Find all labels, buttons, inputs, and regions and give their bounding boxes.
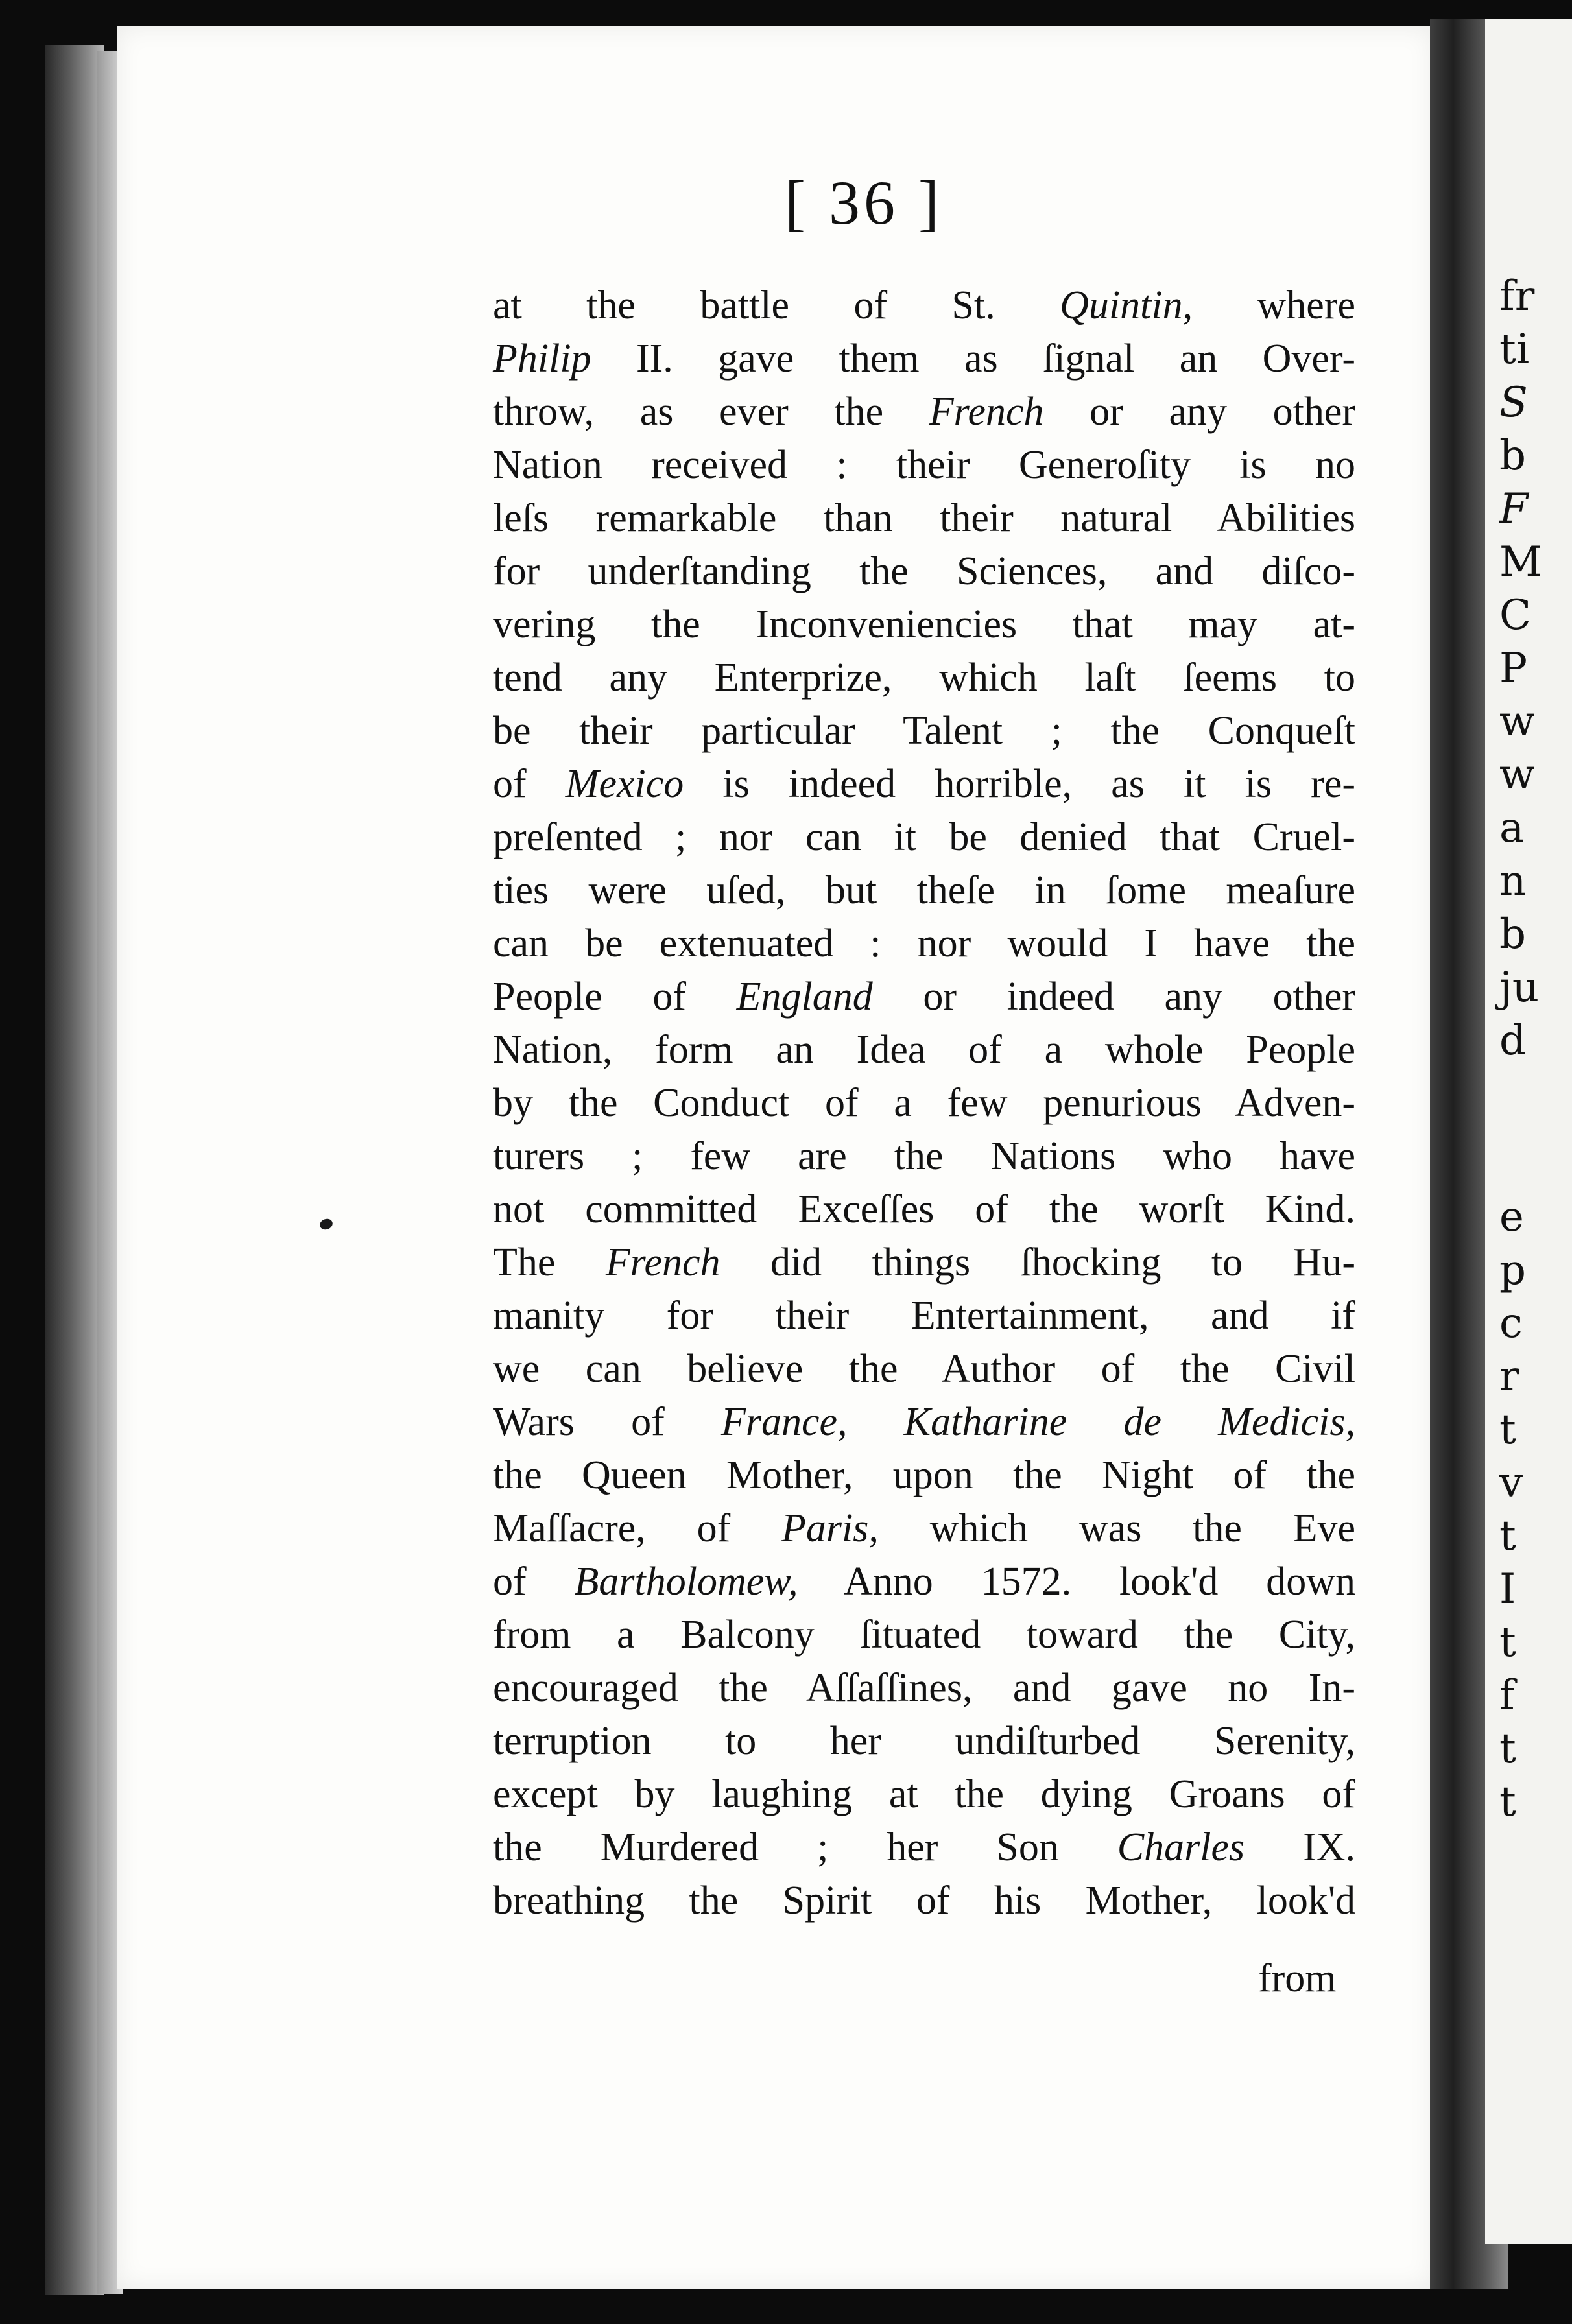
left-page-edges: [45, 45, 104, 2295]
facing-page-fragment: S: [1499, 379, 1528, 427]
text-line: [493, 438, 1355, 492]
text-line: [493, 1023, 1355, 1076]
text-line: [493, 864, 1355, 917]
text-line: [493, 1874, 1355, 1927]
facing-page-fragment: I: [1499, 1565, 1516, 1613]
italic-text: Bartholomew,: [574, 1559, 798, 1604]
text-run: II. gave them as ſignal an Over-: [591, 337, 1355, 381]
text-run: for underſtanding the Sciences, and diſco-: [493, 549, 1355, 593]
text-run: breathing the Spirit of his Mother, look'd: [493, 1879, 1355, 1923]
facing-page-fragment: v: [1499, 1459, 1523, 1507]
italic-text: England: [736, 975, 873, 1019]
italic-text: Charles: [1117, 1825, 1245, 1869]
text-line: [493, 332, 1355, 385]
text-run: Maſſacre, of: [493, 1506, 781, 1550]
text-line: [493, 1236, 1355, 1289]
text-line: [493, 1130, 1355, 1183]
facing-page-fragment: e: [1499, 1193, 1524, 1241]
text-run: terruption to her undiſturbed Serenity,: [493, 1719, 1355, 1763]
italic-text: French: [929, 390, 1044, 434]
facing-page-fragment: a: [1499, 804, 1525, 852]
text-line: [493, 1449, 1355, 1502]
text-run: of: [493, 1559, 575, 1604]
facing-page-fragment: d: [1499, 1017, 1526, 1065]
facing-page-fragment: b: [1499, 432, 1526, 480]
text-run: which was the Eve: [878, 1506, 1355, 1550]
text-run: the Queen Mother, upon the Night of the: [493, 1453, 1355, 1497]
facing-page-fragment: t: [1499, 1778, 1516, 1826]
facing-page-fragment: r: [1499, 1353, 1519, 1401]
text-run: the Murdered ; her Son: [493, 1825, 1117, 1869]
italic-text: French: [605, 1240, 720, 1285]
text-run: is indeed horrible, as it is re-: [684, 762, 1355, 806]
text-run: where: [1193, 283, 1355, 327]
page-number: [ 36 ]: [785, 168, 943, 237]
text-run: be their particular Talent ; the Conqueſt: [493, 709, 1355, 753]
italic-text: Philip: [493, 337, 591, 381]
text-line: [493, 970, 1355, 1023]
text-line: [493, 492, 1355, 545]
italic-text: Mexico: [565, 762, 684, 806]
text-run: vering the Inconveniencies that may at-: [493, 602, 1355, 646]
facing-page-fragment: ti: [1499, 326, 1530, 374]
italic-text: Paris,: [781, 1506, 879, 1550]
text-run: or any other: [1043, 390, 1355, 434]
facing-page-fragment: w: [1499, 698, 1535, 746]
facing-page-fragment: ju: [1499, 964, 1540, 1012]
text-run: by the Conduct of a few penurious Adven-: [493, 1081, 1355, 1125]
text-run: or indeed any other: [872, 975, 1356, 1019]
text-line: [493, 1768, 1355, 1821]
facing-page-fragment: w: [1499, 751, 1535, 799]
text-run: tend any Enterprize, which laſt ſeems to: [493, 656, 1355, 700]
text-line: [493, 545, 1355, 598]
text-run: we can believe the Author of the Civil: [493, 1347, 1355, 1391]
body-text: [493, 279, 1355, 1927]
text-run: not committed Exceſſes of the worſt Kind.: [493, 1187, 1355, 1231]
text-run: at the battle of St.: [493, 283, 1060, 327]
facing-page-fragment: f: [1499, 1672, 1515, 1720]
text-run: can be extenuated : nor would I have the: [493, 921, 1355, 966]
text-run: of: [493, 762, 566, 806]
text-line: [493, 1555, 1355, 1608]
facing-page-fragment: t: [1499, 1618, 1516, 1666]
text-run: manity for their Entertainment, and if: [493, 1294, 1355, 1338]
text-line: [493, 1608, 1355, 1661]
facing-page-fragment: t: [1499, 1512, 1516, 1560]
text-line: [493, 1076, 1355, 1130]
text-line: [493, 1821, 1355, 1874]
text-run: Nation, form an Idea of a whole People: [493, 1028, 1355, 1072]
catchword: from: [1258, 1956, 1337, 2000]
facing-page-fragment: C: [1499, 591, 1531, 639]
text-line: [493, 1502, 1355, 1555]
facing-page-fragment: c: [1499, 1299, 1523, 1347]
text-line: [493, 1183, 1355, 1236]
facing-page-fragment: M: [1499, 538, 1542, 586]
text-run: throw, as ever the: [493, 390, 929, 434]
text-run: except by laughing at the dying Groans of: [493, 1772, 1355, 1816]
facing-page-fragment: P: [1499, 645, 1528, 693]
facing-page: [1485, 19, 1572, 2244]
facing-page-fragment: p: [1499, 1246, 1526, 1294]
text-run: Nation received : their Generoſity is no: [493, 443, 1355, 487]
facing-page-fragment: n: [1499, 857, 1527, 905]
text-line: [493, 598, 1355, 651]
text-run: did things ſhocking to Hu-: [720, 1240, 1355, 1285]
text-line: [493, 704, 1355, 757]
facing-page-fragment: b: [1499, 910, 1526, 958]
text-run: encouraged the Aſſaſſines, and gave no In-: [493, 1666, 1355, 1710]
facing-page-fragment: F: [1499, 485, 1529, 533]
facing-page-fragment: t: [1499, 1406, 1516, 1454]
facing-page-fragment: t: [1499, 1725, 1516, 1773]
text-line: [493, 1714, 1355, 1768]
text-run: ties were uſed, but theſe in ſome meaſure: [493, 868, 1355, 912]
text-run: turers ; few are the Nations who have: [493, 1134, 1355, 1178]
text-run: preſented ; nor can it be denied that Cruel-: [493, 815, 1355, 859]
text-run: The: [493, 1240, 606, 1285]
facing-page-fragment: fr: [1499, 272, 1535, 320]
text-line: [493, 651, 1355, 704]
italic-text: France, Katharine de Medicis,: [720, 1400, 1355, 1444]
text-line: [493, 811, 1355, 864]
italic-text: Quintin,: [1060, 283, 1193, 327]
text-run: IX.: [1244, 1825, 1356, 1869]
text-run: from a Balcony ſituated toward the City,: [493, 1613, 1355, 1657]
text-line: [493, 1395, 1355, 1449]
text-line: [493, 385, 1355, 438]
text-line: [493, 1289, 1355, 1342]
text-run: People of: [493, 975, 737, 1019]
text-run: leſs remarkable than their natural Abilities: [493, 496, 1355, 540]
text-line: [493, 1342, 1355, 1395]
text-line: [493, 1661, 1355, 1714]
text-line: [493, 279, 1355, 332]
text-line: [493, 757, 1355, 811]
text-run: Wars of: [493, 1400, 721, 1444]
text-line: [493, 917, 1355, 970]
text-run: Anno 1572. look'd down: [798, 1559, 1355, 1604]
